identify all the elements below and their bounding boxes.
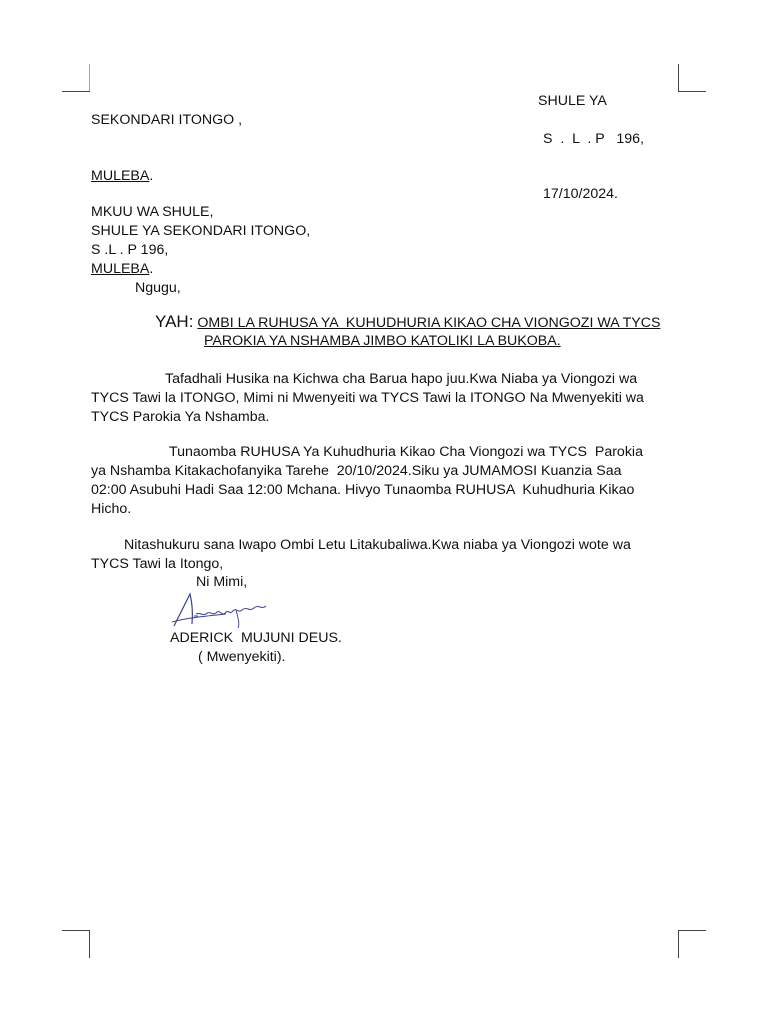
- paragraph-1-line: TYCS Parokia Ya Nshamba.: [91, 409, 270, 425]
- sender-town-suffix: .: [149, 168, 154, 184]
- paragraph-2-line: Hicho.: [91, 501, 132, 517]
- recipient-town: [91, 260, 153, 279]
- signature-image: [166, 588, 276, 632]
- sender-school-line2: SEKONDARI ITONGO ,: [91, 112, 243, 128]
- sender-po-box: S . L . P 196,: [543, 131, 644, 147]
- subject-label: YAH:: [155, 312, 194, 331]
- crop-mark-bottom-left: [62, 930, 90, 958]
- signatory-title: ( Mwenyekiti).: [198, 649, 286, 665]
- paragraph-3: [91, 536, 671, 574]
- crop-mark-top-right: [678, 64, 706, 92]
- paragraph-1: [91, 370, 671, 427]
- paragraph-3-line: Nitashukuru sana Iwapo Ombi Letu Litakubaliwa.Kwa niaba ya Viongozi wote wa: [124, 537, 631, 553]
- paragraph-2-line: 02:00 Asubuhi Hadi Saa 12:00 Mchana. Hivyo Tunaomba RUHUSA Kuhudhuria Kikao: [91, 482, 635, 498]
- sender-town-name: MULEBA: [91, 168, 150, 184]
- letter-date: 17/10/2024.: [543, 186, 618, 202]
- recipient-town-suffix: .: [149, 261, 154, 277]
- signatory-name: ADERICK MUJUNI DEUS.: [170, 630, 342, 646]
- crop-mark-top-left: [62, 64, 90, 92]
- recipient-line2: SHULE YA SEKONDARI ITONGO,: [91, 223, 311, 239]
- paragraph-1-line: TYCS Tawi la ITONGO, Mimi ni Mwenyeiti wa TYCS Tawi la ITONGO Na Mwenyekiti wa: [91, 390, 644, 406]
- sender-town: [91, 167, 153, 186]
- subject-text-line2: PAROKIA YA NSHAMBA JIMBO KATOLIKI LA BUKOBA.: [204, 333, 561, 349]
- recipient-line3: S .L . P 196,: [91, 242, 169, 258]
- greeting: Ngugu,: [135, 280, 181, 296]
- closing-ni-mimi: Ni Mimi,: [196, 574, 248, 590]
- crop-mark-bottom-right: [678, 930, 706, 958]
- paragraph-2-line: ya Nshamba Kitakachofanyika Tarehe 20/10/2024.Siku ya JUMAMOSI Kuanzia Saa: [91, 463, 622, 479]
- paragraph-3-line: TYCS Tawi la Itongo,: [91, 556, 224, 572]
- paragraph-2-line: Tunaomba RUHUSA Ya Kuhudhuria Kikao Cha Viongozi wa TYCS Parokia: [169, 444, 643, 460]
- paragraph-1-line: Tafadhali Husika na Kichwa cha Barua hapo juu.Kwa Niaba ya Viongozi wa: [165, 371, 638, 387]
- recipient-line1: MKUU WA SHULE,: [91, 204, 214, 220]
- sender-school-line1: SHULE YA: [538, 93, 607, 109]
- recipient-town-name: MULEBA: [91, 261, 150, 277]
- subject-line1: [155, 312, 660, 333]
- subject-text-line1: OMBI LA RUHUSA YA KUHUDHURIA KIKAO CHA VIONGOZI WA TYCS: [197, 315, 661, 331]
- paragraph-2: [91, 443, 671, 519]
